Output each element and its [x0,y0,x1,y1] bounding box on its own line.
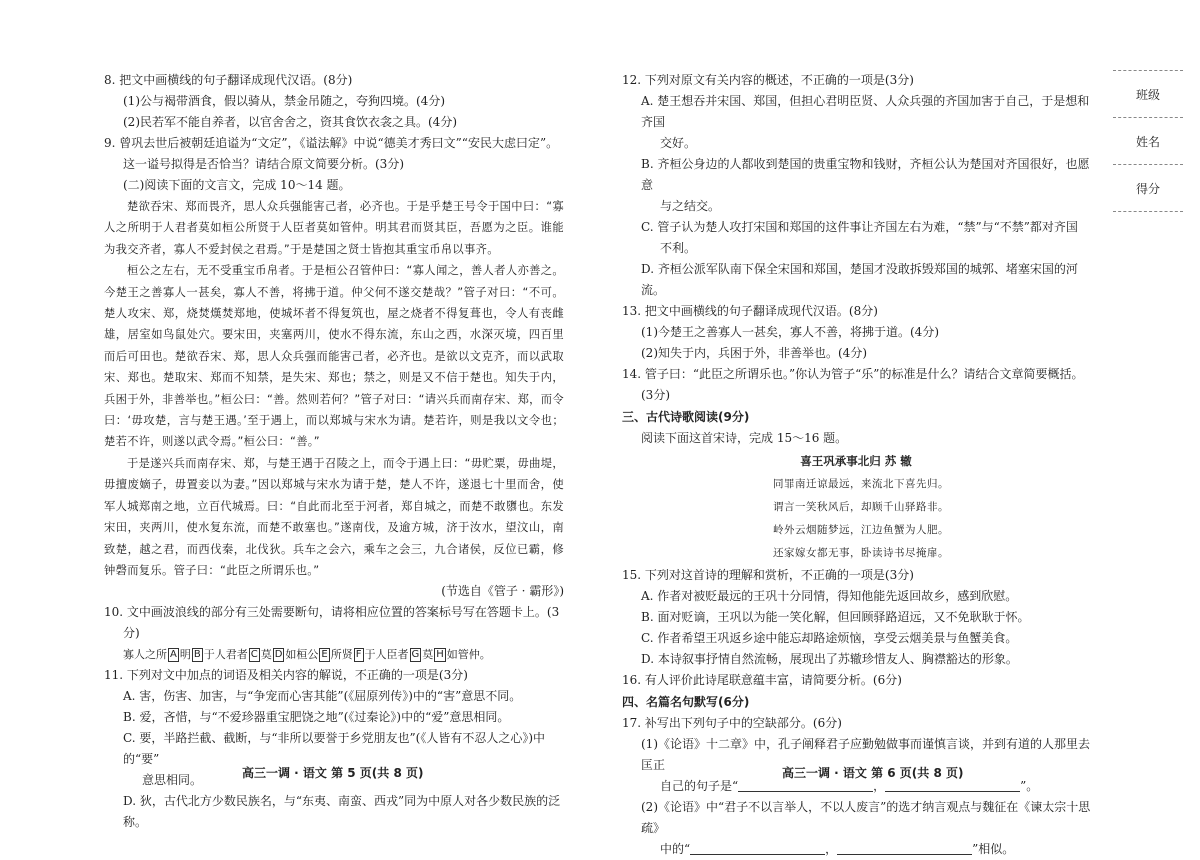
answer-box-b: B [193,649,201,661]
poem-line: 岭外云烟随梦远，江边鱼蟹为人肥。 [773,524,949,536]
passage-paragraph-1: 楚欲吞宋、郑而畏齐，思人众兵强能害己者，必齐也。于是乎楚王号令于国中曰：“寡人之所明于人君者莫如桓公所贤于人臣者莫如管仲。明其君而贤其臣，吾愿为之臣。谁能为我交齐者，寡人不爱封侯之君焉。”于是楚国之贤士皆抱其重宝币帛以事齐。 [104,200,564,256]
question-11: 11. 下列对文中加点的词语及相关内容的解说，不正确的一项是(3分) [104,668,468,683]
question-15-option-c: C. 作者希望王巩返乡途中能忘却路途烦恼，享受云烟美景与鱼蟹美食。 [641,631,1018,645]
question-12-option-d: D. 齐桓公派军队南下保全宋国和郑国，楚国才没敢拆毁郑国的城郭、堵塞宋国的河流。 [641,262,1078,297]
question-11-option-d: D. 狄，古代北方少数民族名，与“东夷、南蛮、西戎”同为中原人对各少数民族的泛称。 [123,794,561,830]
question-10: 10. 文中画波浪线的部分有三处需要断句，请将相应位置的答案标号写在答题卡上。(3分) [104,605,560,641]
question-15: 15. 下列对这首诗的理解和赏析，不正确的一项是(3分) [622,568,914,582]
question-14-score: (3分) [641,388,670,402]
question-10-sentence: 寡人之所 A 明 B 于人君者 C 莫 D 如桓公 E 所贤 F 于人臣者 G 莫 H 如管仲。 [123,648,491,662]
answer-box-e: E [321,649,328,661]
answer-box-a: A [170,649,177,661]
section-3-heading: 三、古代诗歌阅读(9分) [622,410,750,424]
poem-title: 喜王巩承事北归 苏 辙 [800,454,912,468]
section-3-intro: 阅读下面这首宋诗，完成 15～16 题。 [641,431,848,445]
question-16: 16. 有人评价此诗尾联意蕴丰富，请简要分析。(6分) [622,673,902,687]
question-14: 14. 管子曰：“此臣之所谓乐也。”你认为管子“乐”的标准是什么？请结合文章简要概括。 [622,367,1084,381]
answer-blank[interactable] [837,842,972,855]
poem-line: 谓言一笑秋风后，却顾千山驿路非。 [773,501,949,513]
answer-blank[interactable] [690,842,825,855]
answer-box-g: G [411,649,420,661]
question-17-1-blanks: 自己的句子是“ ， ”。 [660,779,1039,793]
question-13: 13. 把文中画横线的句子翻译成现代汉语。(8分) [622,304,878,318]
class-field[interactable]: 班级 [1113,71,1183,118]
question-11-option-c-cont: 意思相同。 [142,773,203,788]
answer-box-c: C [250,649,258,661]
question-12-option-b-cont: 与之结交。 [660,199,721,213]
right-page [622,70,1100,860]
question-17: 17. 补写出下列句子中的空缺部分。(6分) [622,716,842,730]
name-field[interactable]: 姓名 [1113,118,1183,165]
question-12-option-a-cont: 交好。 [660,136,697,150]
section-4-heading: 四、名篇名句默写(6分) [622,695,750,709]
question-17-1: (1)《论语》十二章》中，孔子阐释君子应勤勉做事而谨慎言谈，并到有道的人那里去匡正 [641,737,1091,772]
question-12-option-c: C. 管子认为楚人攻打宋国和郑国的这件事让齐国左右为难，“禁”与“不禁”都对齐国 [641,220,1078,234]
question-17-2-blanks: 中的“ ， ”相似。 [660,842,1015,856]
passage-paragraph-3: 于是遂兴兵而南存宋、郑，与楚王遇于召陵之上，而令于遇上曰：“毋贮粟，毋曲堤，毋擅废嫡子，毋置妾以为妻。”因以郑城与宋水为请于楚，楚人不许，遂退七十里而舍，使军人城郑南之地，立百代城焉。曰：“自此而北至于河者，郑自城之，而楚不敢隳也。东发宋田，夹两川，使水复东流，而楚不敢塞也。”遂南伐，及逾方城，济于汝水，望汶山，南致楚，越之君，而西伐秦，北伐狄。兵车之会六，乘车之会三，九合诸侯，反位已霸，修钟磬而复乐。管子曰：“此臣之所谓乐也。” [104,456,564,577]
question-15-option-b: B. 面对贬谪，王巩以为能一笑化解，但回顾驿路迢远，又不免耿耿于怀。 [641,610,1030,624]
question-12-option-c-cont: 不利。 [660,241,697,255]
question-8: 8. 把文中画横线的句子翻译成现代汉语。(8分) [104,73,353,87]
question-13-1: (1)今楚王之善寡人一甚矣，寡人不善，将拂于道。(4分) [641,325,939,339]
question-12-option-a: A. 楚王想吞并宋国、郑国，但担心君明臣贤、人众兵强的齐国加害于自己，于是想和齐国 [641,94,1090,129]
question-15-option-a: A. 作者对被贬最远的王巩十分同情，得知他能先返回故乡，感到欣慰。 [641,589,1018,603]
score-field[interactable]: 得分 [1113,165,1183,212]
question-12-option-b: B. 齐桓公身边的人都收到楚国的贵重宝物和钱财，齐桓公认为楚国对齐国很好，也愿意 [641,157,1090,192]
question-11-option-a: A. 害，伤害、加害，与“争宠而心害其能”(《屈原列传》)中的“害”意思不同。 [123,689,522,704]
question-8-2: (2)民若军不能自养者，以官舍舍之，资其食饮衣衾之具。(4分) [123,115,457,129]
right-page-footer: 高三一调 · 语文 第 6 页(共 8 页) [782,766,964,780]
passage-source: (节选自《管子 · 霸形》) [441,584,564,599]
score-sidebar [1113,70,1183,212]
answer-box-d: D [274,649,283,661]
left-page-footer: 高三一调 · 语文 第 5 页(共 8 页) [242,766,424,780]
question-11-option-c: C. 要，半路拦截、截断，与“非所以要誉于乡党朋友也”(《人皆有不忍人之心》)中的“要” [123,731,546,767]
question-13-2: (2)知失于内，兵困于外，非善举也。(4分) [641,346,867,360]
question-15-option-d: D. 本诗叙事抒情自然流畅，展现出了苏辙珍惜友人、胸襟豁达的形象。 [641,652,1018,666]
question-17-2: (2)《论语》中“君子不以言举人，不以人废言”的选才纳言观点与魏征在《谏太宗十思疏》 [641,800,1091,835]
question-8-1: (1)公与褐带酒食，假以骑从，禁金吊随之，夸狗四境。(4分) [123,94,445,108]
question-9: 9. 曾巩去世后被朝廷追谥为“文定”，《谥法解》中说“德美才秀曰文”“安民大虑曰定”。这一谥号拟得是否恰当？请结合原文简要分析。(3分) [104,136,559,171]
poem-line: 同罪南迁谅最远，来流北下喜先归。 [773,478,949,490]
passage-paragraph-2: 桓公之左右，无不受重宝币帛者。于是桓公召管仲曰：“寡人闻之，善人者人亦善之。今楚王之善寡人一甚矣，寡人不善，将拂于道。仲父何不遂交楚哉？”管子对曰：“不可。楚人攻宋、郑，烧焚熯焚郑地，使城坏者不得复筑也，屋之烧者不得复葺也，令人有丧雌雄，居室如鸟鼠处穴。要宋田，夹塞两川，使水不得东流，东山之西，水深灭境，四百里而后可田也。楚欲吞宋、郑，思人众兵强而能害己者，必齐也。是欲以文克齐，而以武取宋、郑也。楚取宋、郑而不知禁，是失宋、郑也；禁之，则是又不信于楚也。知失于内，兵困于外，非善举也。”桓公曰：“善。然则若何？”管子对曰：“请兴兵而南存宋、郑，而令曰：‘毋攻楚，言与楚王遇。’至于遇上，而以郑城与宋水为请。楚若许，则是我以文令也；楚若不许，则遂以武令焉。”桓公曰：“善。” [104,264,564,449]
question-12: 12. 下列对原文有关内容的概述，不正确的一项是(3分) [622,73,914,87]
answer-box-h: H [436,649,444,661]
section-2-heading: (二)阅读下面的文言文，完成 10～14 题。 [123,178,351,192]
poem-line: 还家嫁女都无事，卧读诗书尽掩扉。 [773,547,949,559]
question-11-option-b: B. 爱，吝惜，与“不爱珍器重宝肥饶之地”(《过秦论》)中的“爱”意思相同。 [123,710,510,725]
answer-box-f: F [355,649,362,661]
left-page [104,70,564,833]
